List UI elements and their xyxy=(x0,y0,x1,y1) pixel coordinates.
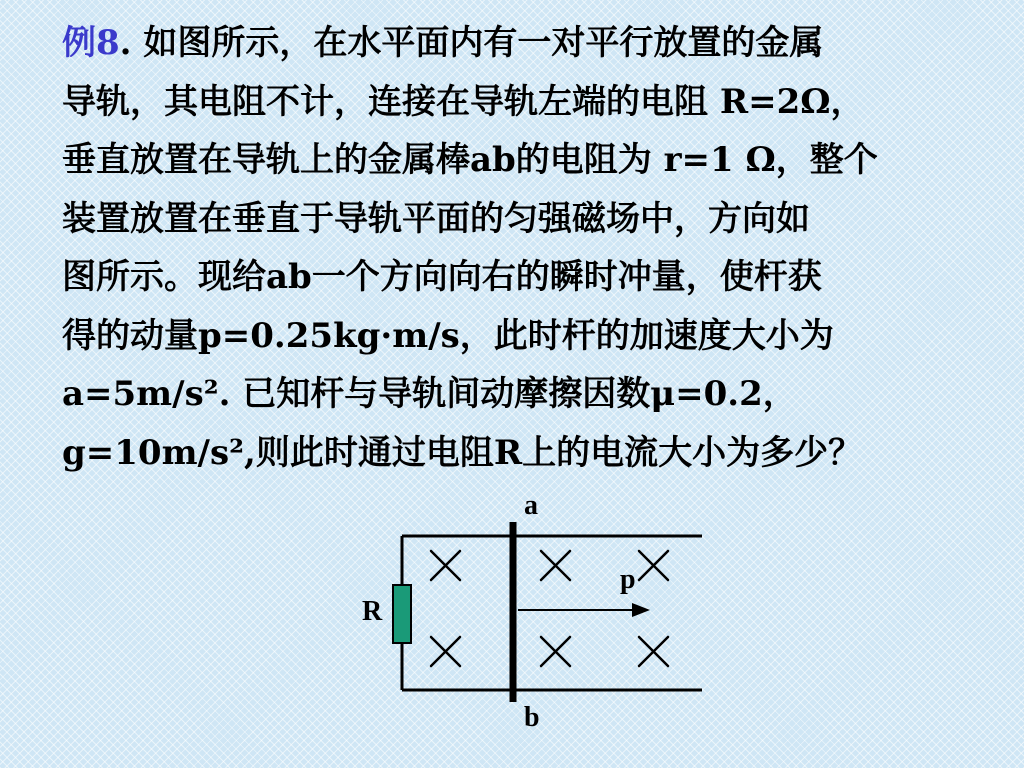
problem-line-3: 垂直放置在导轨上的金属棒ab的电阻为 r=1 Ω，整个 xyxy=(62,140,878,180)
field-cross-3 xyxy=(639,551,668,580)
resistor-r xyxy=(393,585,411,643)
example-label: 例8 xyxy=(62,23,120,63)
field-cross-6 xyxy=(639,637,668,666)
field-cross-4 xyxy=(431,637,460,666)
label-a: a xyxy=(524,490,538,521)
problem-line-7: a=5m/s². 已知杆与导轨间动摩擦因数μ=0.2， xyxy=(62,374,797,414)
label-b: b xyxy=(524,702,540,733)
field-cross-5 xyxy=(541,637,570,666)
field-cross-1 xyxy=(431,551,460,580)
field-cross-2 xyxy=(541,551,570,580)
problem-line-1-text: . 如图所示，在水平面内有一对平行放置的金属 xyxy=(119,23,824,63)
problem-line-4: 装置放置在垂直于导轨平面的匀强磁场中，方向如 xyxy=(62,198,810,239)
problem-line-6: 得的动量p=0.25kg·m/s，此时杆的加速度大小为 xyxy=(62,315,834,356)
label-p: p xyxy=(620,564,636,595)
problem-line-2: 导轨，其电阻不计，连接在导轨左端的电阻 R=2Ω， xyxy=(62,81,865,122)
problem-line-5: 图所示。现给ab一个方向向右的瞬时冲量，使杆获 xyxy=(62,257,822,297)
momentum-arrow-head xyxy=(632,603,650,617)
label-r: R xyxy=(362,596,383,627)
problem-line-8: g=10m/s²,则此时通过电阻R上的电流大小为多少？ xyxy=(62,432,863,473)
